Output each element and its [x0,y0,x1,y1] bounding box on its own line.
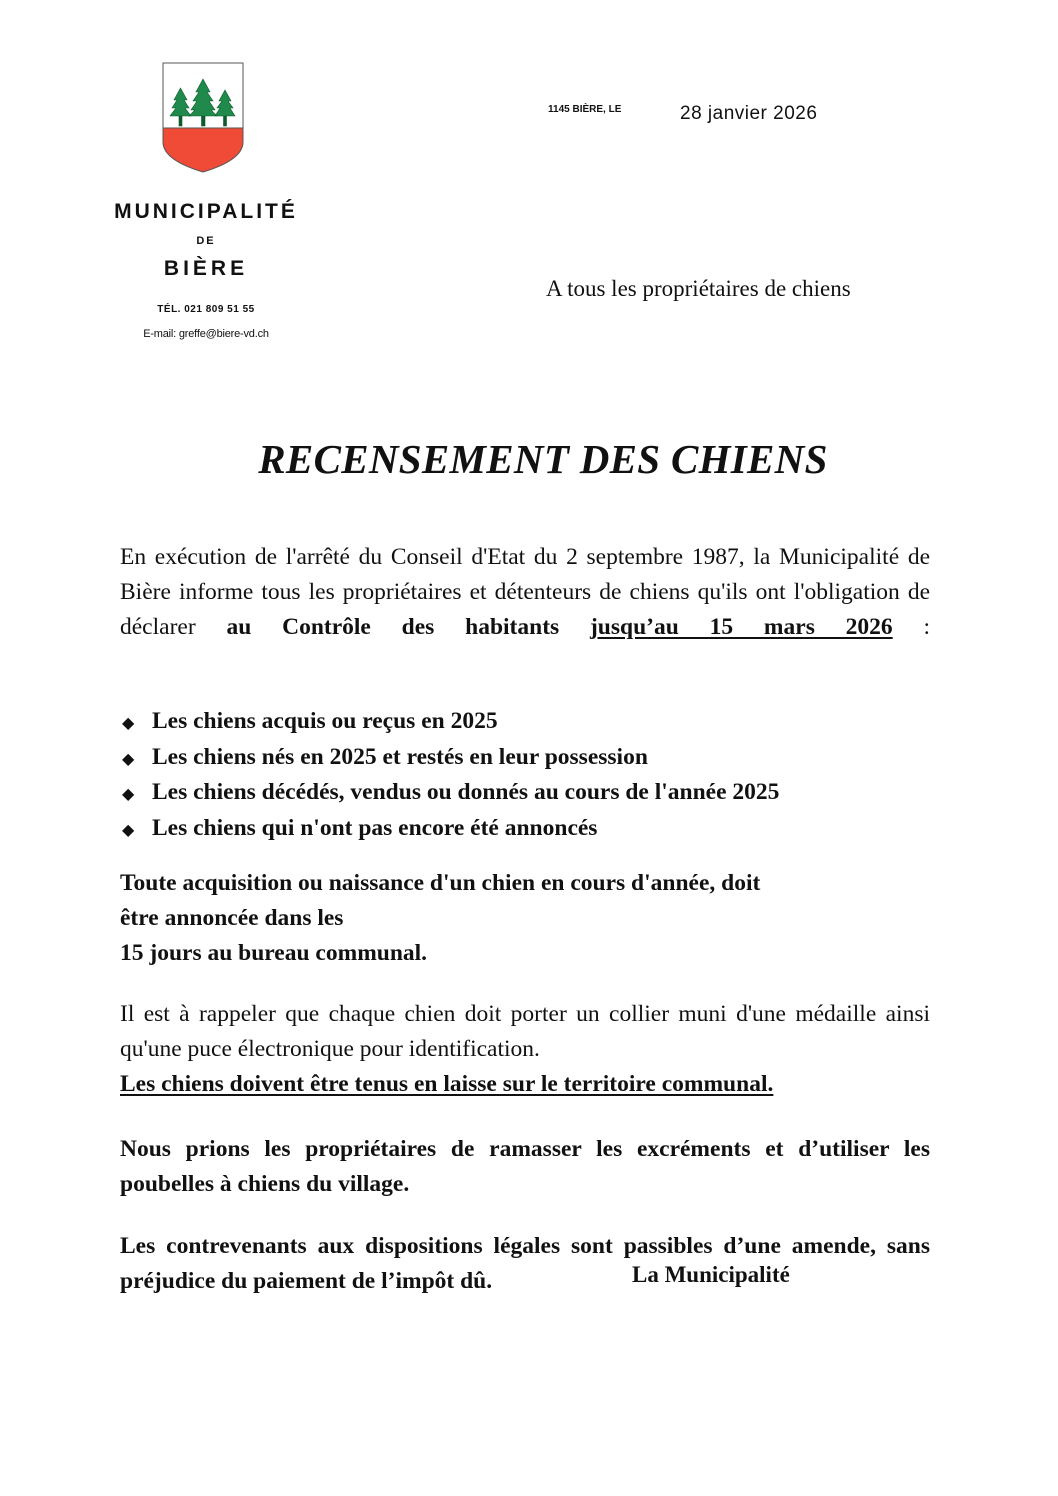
place-label: 1145 BIÈRE, LE [548,104,622,115]
list-item-text: Les chiens nés en 2025 et restés en leur possession [152,743,648,770]
signature: La Municipalité [632,1262,790,1287]
municipality-email: E-mail: greffe@biere-vd.ch [143,328,269,340]
diamond-bullet-icon: ◆ [122,750,135,768]
intro-paragraph [120,540,930,645]
reminder-text: Il est à rappeler que chaque chien doit porter un collier muni d'une médaille ainsi qu'une puce électronique pour identification. [120,1001,930,1062]
list-item [122,776,932,812]
list-item [122,705,932,741]
acquisition-line-2: être annoncée dans les [120,905,344,931]
crest-lower-field [163,128,243,172]
diamond-bullet-icon: ◆ [122,715,135,732]
acquisition-paragraph [120,866,930,971]
municipality-title: MUNICIPALITÉ [114,200,298,223]
municipality-town: BIÈRE [163,257,249,280]
document-title: RECENSEMENT DES CHIENS [258,436,828,482]
coat-of-arms-logo [162,62,244,174]
diamond-bullet-icon: ◆ [122,786,135,803]
waste-paragraph: Nous prions les propriétaires de ramasser les excréments et d’utiliser les poubelles à chiens du village. [120,1136,930,1197]
intro-deadline: jusqu’au 15 mars 2026 [589,614,893,640]
list-item [122,812,932,848]
penalty-paragraph: Les contrevenants aux dispositions légales sont passibles d’une amende, sans préjudice du paiement de l’impôt dû. [120,1233,930,1294]
diamond-bullet-icon: ◆ [122,821,135,839]
municipality-de: DE [196,235,216,247]
intro-colon: : [892,614,930,640]
acquisition-line-3: 15 jours au bureau communal. [120,940,428,966]
reminder-paragraph [120,997,930,1102]
intro-bold-office: au Contrôle des habitants [226,614,560,640]
acquisition-line-1: Toute acquisition ou naissance d'un chien en cours d'année, doit [120,870,761,896]
leash-rule: Les chiens doivent être tenus en laisse sur le territoire communal. [120,1071,774,1097]
list-item [122,741,932,777]
list-item-text: Les chiens décédés, vendus ou donnés au cours de l'année 2025 [152,779,780,805]
document-date: 28 janvier 2026 [680,103,818,124]
dog-categories-list [122,705,932,847]
addressee: A tous les propriétaires de chiens [546,276,851,301]
municipality-phone: TÉL. 021 809 51 55 [157,304,255,315]
list-item-text: Les chiens acquis ou reçus en 2025 [152,708,498,734]
intro-text: En exécution de l'arrêté du Conseil d'Etat du 2 septembre 1987, la Municipalité de Bière informe tous les propriétaires et détenteurs de chiens qu'ils ont l'obligation de déclarer [120,544,930,640]
list-item-text: Les chiens qui n'ont pas encore été annoncés [152,814,598,841]
